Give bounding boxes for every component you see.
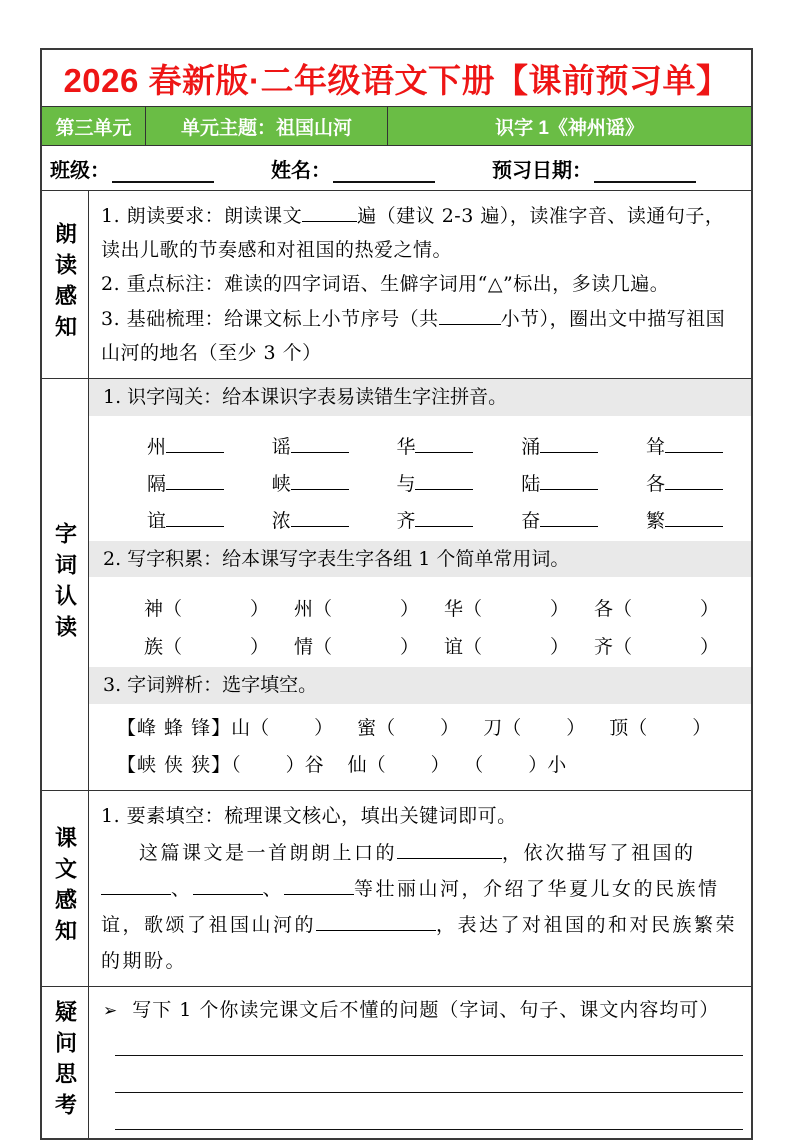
char: 刀 [483,717,503,739]
compose-cell [294,632,419,659]
answer-line-3 [115,1093,743,1130]
section-essay-label-cell [42,791,89,986]
section-words-label-cell [42,379,89,790]
paren-open: （ [376,717,396,739]
pinyin-cell [272,432,349,459]
essay-seg: 、 [171,878,193,901]
fill-blank [302,203,357,222]
compose-row-1 [89,583,751,621]
char: 齐 [396,509,416,532]
fill-blank [291,434,349,453]
char: 华 [396,435,416,458]
char: 谷 [304,754,324,776]
char: 山 [231,717,251,739]
essay-seg: ，依次描写了祖国的 [502,842,696,865]
essay-seg: 等壮丽山河，介绍了华夏儿女的民族情谊，歌颂了祖国山河的 [101,878,720,937]
paren-open: （ [250,717,270,739]
choose-cell [231,717,333,739]
compose-cell [594,632,719,659]
char: 神 [144,598,164,621]
section-question-label: 疑问思考 [52,1000,78,1125]
compose-cell [444,632,569,659]
fill-blank [316,912,436,931]
fill-blank [415,508,473,527]
section-words [42,378,751,790]
char: 峡 [271,472,291,495]
section-words-label: 字词认读 [52,522,78,647]
section-reading-label: 朗读感知 [52,222,78,347]
unit-theme: 单元主题：祖国山河 [146,107,388,145]
char: 陆 [521,472,541,495]
char: 繁 [645,509,665,532]
unit-number: 第三单元 [42,107,146,145]
paren-close: ） [250,598,270,621]
paren-open: （ [612,598,632,621]
fill-blank [665,508,723,527]
reading-item-1-post: 遍（建议 2-3 遍），读准字音、读通句子，读出儿歌的节奏感和对祖国的热爱之情。 [101,205,725,262]
pinyin-cell [396,432,473,459]
char: 齐 [593,636,613,659]
choose-cell [474,754,567,776]
words-task-1-heading: 1. 识字闯关：给本课识字表易读错生字注拼音。 [89,379,751,416]
char: 耸 [645,435,665,458]
section-words-content [89,379,751,790]
pinyin-row-3 [89,496,751,533]
choose-row-2 [89,747,751,784]
paren-close: ） [430,754,450,776]
unit-header-bar [42,106,751,146]
option-bracket: 【峰 蜂 锋】 [117,717,232,739]
section-essay [42,790,751,986]
pinyin-cell [646,506,723,533]
fill-blank [166,471,224,490]
name-group [271,154,435,183]
reading-item-1 [101,199,741,267]
choose-cell [483,717,585,739]
pinyin-cell [646,469,723,496]
pinyin-cell [521,432,598,459]
pinyin-cell [396,469,473,496]
char: 顶 [609,717,629,739]
choose-row-1 [89,710,751,747]
fill-blank [540,508,598,527]
char: 情 [293,636,313,659]
char: 蜜 [357,717,377,739]
date-label: 预习日期： [492,159,592,182]
choose-cell [348,754,450,776]
fill-blank [439,306,501,325]
essay-paragraph [101,835,741,979]
fill-blank [665,434,723,453]
title-row [42,50,751,106]
reading-item-3 [101,302,741,370]
lesson-title: 识字 1《神州谣》 [495,117,644,139]
name-label: 姓名： [271,159,331,182]
paren-close: ） [566,717,586,739]
paren-open: （ [628,717,648,739]
char: 华 [443,598,463,621]
char: 奋 [521,509,541,532]
char: 小 [547,754,567,776]
paren-close: ） [250,636,270,659]
fill-blank [397,840,502,859]
fill-blank [540,471,598,490]
paren-open: （ [502,717,522,739]
fill-blank [415,434,473,453]
fill-blank [540,434,598,453]
char: 浓 [271,509,291,532]
char: 涌 [521,435,541,458]
fill-blank [665,471,723,490]
answer-line-1 [115,1022,743,1056]
char: 隔 [147,472,167,495]
paren-open: （ [231,754,241,776]
paren-close: ） [692,717,712,739]
fill-blank [291,508,349,527]
fill-blank [166,434,224,453]
pinyin-cell [521,506,598,533]
reading-item-3-post: 小节），圈出文中描写祖国山河的地名（至少 3 个） [101,307,726,364]
date-group [492,154,696,183]
fill-blank [415,471,473,490]
compose-cell [294,594,419,621]
fill-blank [284,876,354,895]
compose-cell [144,594,269,621]
fill-blank [101,876,171,895]
paren-close: ） [528,754,548,776]
reading-item-2: 2. 重点标注：难读的四字词语、生僻字词用“△”标出，多读几遍。 [101,273,670,296]
paren-close: ） [400,598,420,621]
class-blank [112,161,214,183]
char: 谊 [147,509,167,532]
char: 各 [593,598,613,621]
paren-open: （ [462,636,482,659]
paren-open: （ [163,636,183,659]
essay-heading: 1. 要素填空：梳理课文核心，填出关键词即可。 [101,805,517,827]
option-bracket: 【峡 侠 狭】 [117,754,232,776]
student-info-row [42,146,751,190]
char: 州 [293,598,313,621]
section-reading-content [89,191,751,378]
choose-cell [231,754,324,776]
arrow-bullet-icon: ➢ [103,1000,119,1021]
paren-close: ） [400,636,420,659]
paren-open: （ [366,754,386,776]
question-prompt-text: 写下 1 个你读完课文后不懂的问题（字词、句子、课文内容均可） [132,998,720,1021]
answer-line-2 [115,1056,743,1093]
paren-open: （ [462,598,482,621]
pinyin-cell [272,506,349,533]
char: 谣 [271,435,291,458]
paren-close: ） [550,636,570,659]
reading-item-1-pre: 1. 朗读要求：朗读课文 [101,205,303,227]
name-blank [333,161,435,183]
essay-seg: 、 [262,878,285,901]
paren-close: ） [440,717,460,739]
worksheet [40,48,753,1140]
paren-close: ） [550,598,570,621]
section-question-content [89,987,751,1138]
char: 州 [147,435,167,458]
char: 与 [396,472,416,495]
pinyin-cell [147,469,224,496]
char: 各 [645,472,665,495]
paren-open: （ [313,636,333,659]
question-prompt [103,995,743,1022]
page-title: 2026 春新版·二年级语文下册【课前预习单】 [63,61,730,99]
section-essay-label: 课文感知 [52,826,78,951]
section-question [42,986,751,1138]
char: 仙 [347,754,367,776]
section-reading [42,190,751,378]
words-task-3-heading: 3. 字词辨析：选字填空。 [89,667,751,704]
reading-item-3-pre: 3. 基础梳理：给课文标上小节序号（共 [101,307,439,330]
compose-cell [144,632,269,659]
section-essay-content [89,791,751,986]
paren-close: ） [699,598,719,621]
paren-open: （ [163,598,183,621]
date-blank [594,161,696,183]
words-task-2-heading: 2. 写字积累：给本课写字表生字各组 1 个简单常用词。 [89,541,751,578]
paren-close: ） [314,717,334,739]
paren-open: （ [612,636,632,659]
pinyin-cell [147,506,224,533]
essay-seg: ，表达了对祖国的和对民族繁荣的期盼。 [101,914,738,973]
pinyin-cell [646,432,723,459]
choose-cell [357,717,459,739]
pinyin-cell [521,469,598,496]
compose-cell [444,594,569,621]
char: 族 [144,636,164,659]
pinyin-cell [147,432,224,459]
paren-close: ） [699,636,719,659]
choose-cell [609,717,711,739]
char: 谊 [443,636,463,659]
pinyin-cell [272,469,349,496]
paren-close: ） [285,754,305,776]
pinyin-row-2 [89,459,751,496]
compose-cell [594,594,719,621]
section-reading-label-cell [42,191,89,378]
fill-blank [193,876,263,895]
pinyin-row-1 [89,422,751,459]
essay-seg: 这篇课文是一首朗朗上口的 [139,842,398,865]
section-question-label-cell [42,987,89,1138]
fill-blank [166,508,224,527]
paren-open: （ [313,598,333,621]
class-label: 班级： [50,159,110,182]
fill-blank [291,471,349,490]
class-group [50,154,214,183]
paren-open: （ [473,754,484,776]
compose-row-2 [89,621,751,659]
pinyin-cell [396,506,473,533]
